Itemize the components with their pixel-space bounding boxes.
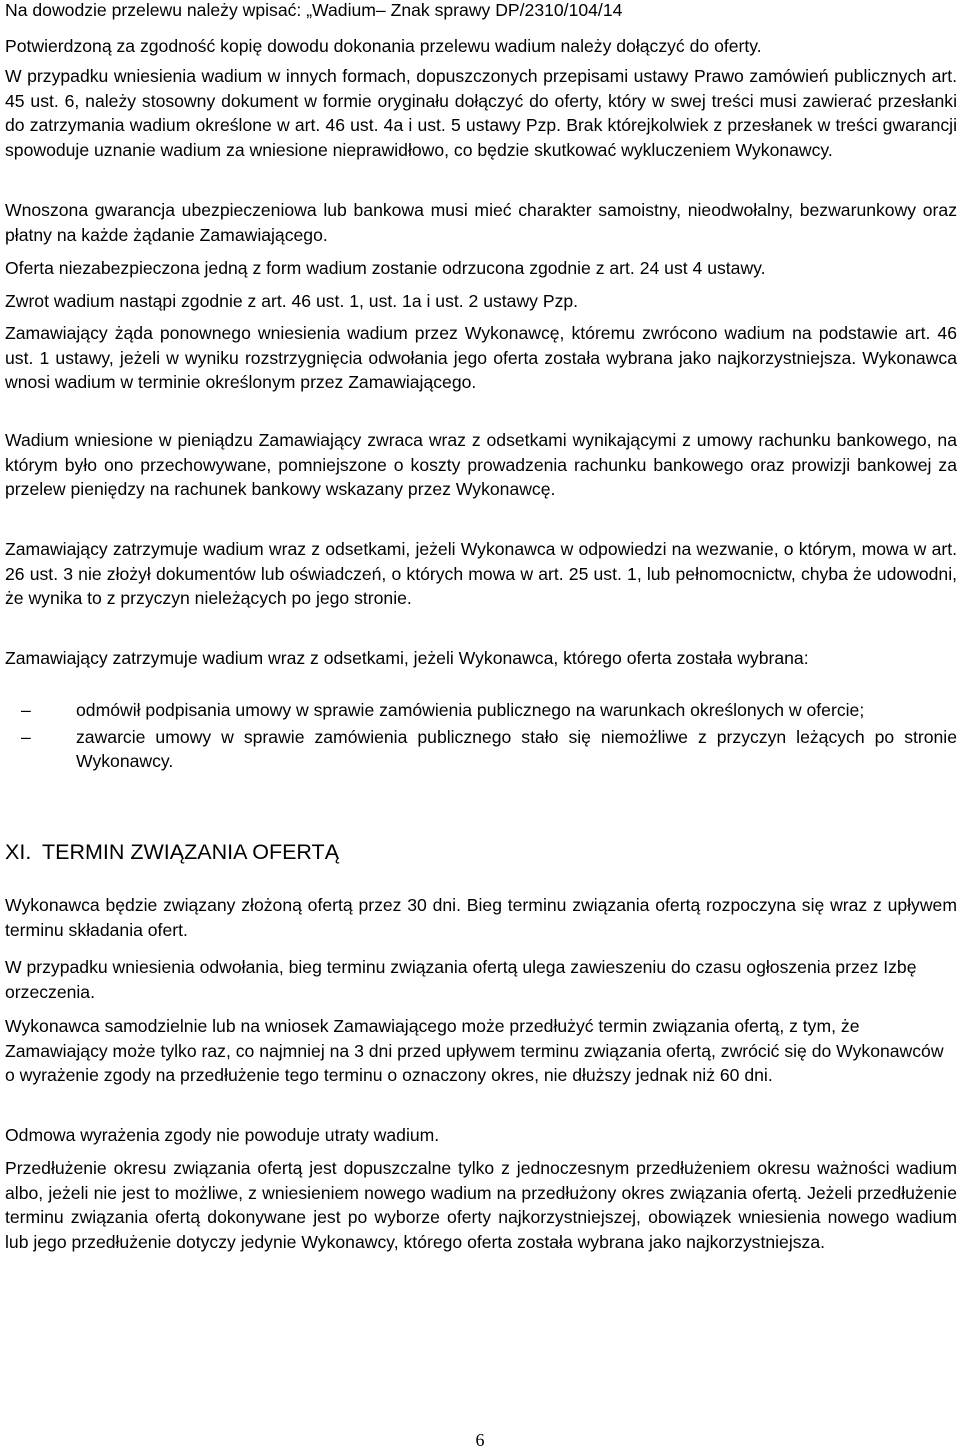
paragraph-retention-1: Zamawiający zatrzymuje wadium wraz z odsetkami, jeżeli Wykonawca w odpowiedzi na wezwanie, o którym, mowa w art. 26 ust. 3 nie złożył dokumentów lub oświadczeń, o których mowa w art. 25 ust. 1, lub pełnomocnictw, chyba że udowodni, że wynika to z przyczyn nieleżących po jego stronie. [5, 539, 957, 608]
dash-bullet: – [21, 726, 31, 747]
paragraph-extension: Wykonawca samodzielnie lub na wniosek Zamawiającego może przedłużyć termin związania ofertą, z tym, że Zamawiający może tylko raz, co najmniej na 3 dni przed upływem terminu związania ofertą, zwrócić się do Wykonawców o wyrażenie zgody na przedłużenie tego terminu o oznaczony okres, nie dłuższy jednak niż 60 dni. [5, 1016, 944, 1085]
paragraph-rejection: Oferta niezabezpieczona jedną z form wadium zostanie odrzucona zgodnie z art. 24 ust 4 ustawy. [5, 258, 766, 278]
paragraph-proof-copy: Potwierdzoną za zgodność kopię dowodu dokonania przelewu wadium należy dołączyć do oferty. [5, 36, 762, 56]
paragraph-appeal-suspension: W przypadku wniesienia odwołania, bieg terminu związania ofertą ulega zawieszeniu do czasu ogłoszenia przez Izbę orzeczenia. [5, 957, 917, 1002]
list-item-text: odmówił podpisania umowy w sprawie zamówienia publicznego na warunkach określonych w ofercie; [76, 700, 865, 720]
paragraph-cash-refund: Wadium wniesione w pieniądzu Zamawiający zwraca wraz z odsetkami wynikającymi z umowy rachunku bankowego, na którym było ono przechowywane, pomniejszone o koszty prowadzenia rachunku bankowego oraz prowizji bankowej za przelew pieniędzy na rachunek bankowy wskazany przez Wykonawcę. [5, 430, 957, 499]
paragraph-return: Zwrot wadium nastąpi zgodnie z art. 46 ust. 1, ust. 1a i ust. 2 ustawy Pzp. [5, 291, 579, 311]
paragraph-guarantee: Wnoszona gwarancja ubezpieczeniowa lub bankowa musi mieć charakter samoistny, nieodwołalny, bezwarunkowy oraz płatny na każde żądanie Zamawiającego. [5, 200, 957, 245]
paragraph-refusal: Odmowa wyrażenia zgody nie powoduje utraty wadium. [5, 1125, 440, 1145]
list-item [5, 698, 957, 723]
paragraph-transfer-note: Na dowodzie przelewu należy wpisać: „Wadium– Znak sprawy DP/2310/104/14 [5, 0, 623, 20]
list-item [5, 725, 957, 774]
page-number: 6 [475, 1430, 485, 1450]
list-item-text: zawarcie umowy w sprawie zamówienia publicznego stało się niemożliwe z przyczyn leżących po stronie Wykonawcy. [76, 726, 957, 771]
paragraph-resubmission: Zamawiający żąda ponownego wniesienia wadium przez Wykonawcę, któremu zwrócono wadium na podstawie art. 46 ust. 1 ustawy, jeżeli w wyniku rozstrzygnięcia odwołania jego oferta została wybrana jako najkorzystniejsza. Wykonawca wnosi wadium w terminie określonym przez Zamawiającego. [5, 323, 957, 392]
retention-conditions-list [5, 698, 957, 774]
paragraph-extension-conditions: Przedłużenie okresu związania ofertą jest dopuszczalne tylko z jednoczesnym przedłużeniem okresu ważności wadium albo, jeżeli nie jest to możliwe, z wniesieniem nowego wadium na przedłużony okres związania ofertą. Jeżeli przedłużenie terminu związania ofertą dokonywane jest po wyborze oferty najkorzystniejszej, obowiązek wniesienia nowego wadium lub jego przedłużenie dotyczy jedynie Wykonawcy, którego oferta została wybrana jako najkorzystniejsza. [5, 1158, 957, 1252]
paragraph-other-forms: W przypadku wniesienia wadium w innych formach, dopuszczonych przepisami ustawy Prawo zamówień publicznych art. 45 ust. 6, należy stosowny dokument w formie oryginału dołączyć do oferty, który w swej treści musi zawierać przesłanki do zatrzymania wadium określone w art. 46 ust. 4a i ust. 5 ustawy Pzp. Brak którejkolwiek z przesłanek w treści gwarancji spowoduje uznanie wadium za wniesione nieprawidłowo, co będzie skutkować wykluczeniem Wykonawcy. [5, 66, 957, 160]
section-heading [5, 838, 339, 866]
dash-bullet: – [21, 700, 31, 720]
paragraph-binding-period: Wykonawca będzie związany złożoną ofertą przez 30 dni. Bieg terminu związania ofertą rozpoczyna się wraz z upływem terminu składania ofert. [5, 895, 957, 940]
section-title: TERMIN ZWIĄZANIA OFERTĄ [42, 840, 340, 864]
paragraph-retention-2: Zamawiający zatrzymuje wadium wraz z odsetkami, jeżeli Wykonawca, którego oferta została wybrana: [5, 648, 809, 668]
section-number: XI. [5, 840, 32, 864]
